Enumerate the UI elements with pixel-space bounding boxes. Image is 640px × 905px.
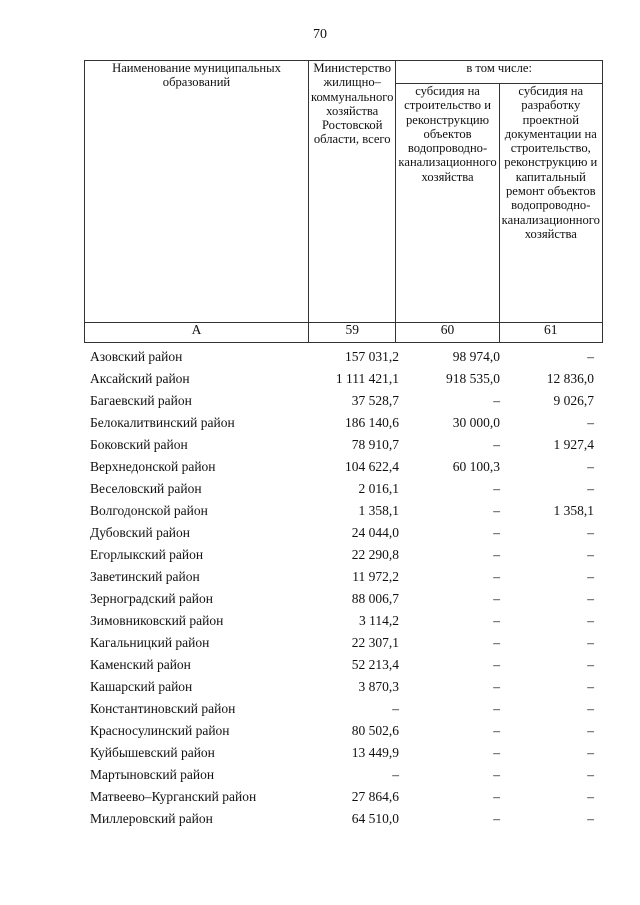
index-60: 60	[396, 323, 499, 343]
table-row	[84, 390, 600, 412]
value-60: –	[493, 701, 500, 716]
municipality-name: Заветинский район	[90, 569, 200, 584]
value-59: 27 864,6	[351, 789, 399, 804]
value-60: –	[493, 723, 500, 738]
value-61: –	[587, 789, 594, 804]
value-59: 22 290,8	[351, 547, 399, 562]
table-row	[84, 632, 600, 654]
table-row	[84, 610, 600, 632]
value-59: 80 502,6	[351, 723, 399, 738]
table-row	[84, 434, 600, 456]
municipality-name: Кашарский район	[90, 679, 193, 694]
table-row	[84, 500, 600, 522]
value-59: 37 528,7	[351, 393, 399, 408]
value-61: –	[587, 569, 594, 584]
value-60: –	[493, 481, 500, 496]
header-total-column: Министерство жилищно–коммунального хозяйства Ростовской области, всего	[309, 61, 396, 323]
table-row	[84, 676, 600, 698]
value-61: –	[587, 701, 594, 716]
value-60: –	[493, 591, 500, 606]
value-60: –	[493, 789, 500, 804]
table-row	[84, 588, 600, 610]
table-row	[84, 544, 600, 566]
value-59: 88 006,7	[351, 591, 399, 606]
table-body	[84, 346, 600, 830]
value-60: –	[493, 679, 500, 694]
value-60: –	[493, 525, 500, 540]
value-60: –	[493, 503, 500, 518]
value-61: 1 358,1	[553, 503, 594, 518]
value-59: 1 111 421,1	[335, 371, 399, 386]
value-61: 1 927,4	[553, 437, 594, 452]
table-row	[84, 654, 600, 676]
municipality-name: Миллеровский район	[90, 811, 213, 826]
value-61: –	[587, 657, 594, 672]
value-60: –	[493, 635, 500, 650]
table-row	[84, 522, 600, 544]
table-row	[84, 368, 600, 390]
municipality-name: Матвеево–Курганский район	[90, 789, 257, 804]
value-59: 104 622,4	[345, 459, 399, 474]
municipality-name: Веселовский район	[90, 481, 202, 496]
table-row	[84, 786, 600, 808]
value-61: 9 026,7	[553, 393, 594, 408]
header-column-60: субсидия на строительство и реконструкцию объектов водопроводно-канализационного хозяйства	[396, 84, 499, 323]
value-60: 918 535,0	[446, 371, 500, 386]
value-60: –	[493, 767, 500, 782]
value-59: 186 140,6	[345, 415, 399, 430]
header-name-column: Наименование муниципальных образований	[85, 61, 309, 323]
page-number: 70	[313, 27, 327, 42]
value-60: –	[493, 811, 500, 826]
value-59: 3 114,2	[359, 613, 399, 628]
table-row	[84, 808, 600, 830]
value-61: –	[587, 767, 594, 782]
value-60: 98 974,0	[452, 349, 500, 364]
value-60: –	[493, 569, 500, 584]
value-59: –	[392, 701, 399, 716]
value-61: –	[587, 525, 594, 540]
value-59: 3 870,3	[358, 679, 399, 694]
value-61: –	[587, 591, 594, 606]
value-61: –	[587, 679, 594, 694]
value-60: 30 000,0	[452, 415, 500, 430]
municipality-name: Белокалитвинский район	[90, 415, 235, 430]
municipality-name: Константиновский район	[90, 701, 236, 716]
value-61: –	[587, 481, 594, 496]
value-59: 11 972,2	[352, 569, 399, 584]
municipality-name: Мартыновский район	[90, 767, 215, 782]
value-61: –	[587, 349, 594, 364]
value-59: 78 910,7	[351, 437, 399, 452]
table-row	[84, 346, 600, 368]
value-61: –	[587, 613, 594, 628]
municipality-name: Зерноградский район	[90, 591, 213, 606]
municipality-name: Куйбышевский район	[90, 745, 215, 760]
value-59: 64 510,0	[351, 811, 399, 826]
table-header	[84, 60, 603, 343]
header-column-61: субсидия на разработку проектной документации на строительство, реконструкцию и капитальный ремонт объектов водопроводно-канализационного хозяйства	[499, 84, 602, 323]
value-60: –	[493, 613, 500, 628]
index-61: 61	[499, 323, 602, 343]
value-61: –	[587, 745, 594, 760]
table-row	[84, 764, 600, 786]
municipality-name: Каменский район	[90, 657, 191, 672]
value-59: –	[392, 767, 399, 782]
municipality-name: Багаевский район	[90, 393, 192, 408]
value-60: –	[493, 657, 500, 672]
value-61: 12 836,0	[546, 371, 594, 386]
value-59: 13 449,9	[351, 745, 399, 760]
value-60: 60 100,3	[452, 459, 500, 474]
value-59: 2 016,1	[358, 481, 399, 496]
table-row	[84, 456, 600, 478]
municipality-name: Дубовский район	[90, 525, 191, 540]
value-60: –	[493, 437, 500, 452]
header-group-label: в том числе:	[396, 61, 602, 84]
table-row	[84, 698, 600, 720]
municipality-name: Зимовниковский район	[90, 613, 224, 628]
municipality-name: Красносулинский район	[90, 723, 230, 738]
value-61: –	[587, 811, 594, 826]
value-59: 22 307,1	[351, 635, 399, 650]
value-60: –	[493, 393, 500, 408]
value-61: –	[587, 459, 594, 474]
value-61: –	[587, 415, 594, 430]
value-61: –	[587, 635, 594, 650]
municipality-name: Верхнедонской район	[90, 459, 216, 474]
value-59: 157 031,2	[345, 349, 399, 364]
table-row	[84, 478, 600, 500]
value-60: –	[493, 745, 500, 760]
municipality-name: Боковский район	[90, 437, 188, 452]
index-59: 59	[309, 323, 396, 343]
table-row	[84, 566, 600, 588]
value-59: 1 358,1	[358, 503, 399, 518]
municipality-name: Аксайский район	[90, 371, 190, 386]
table-row	[84, 412, 600, 434]
municipality-name: Азовский район	[90, 349, 183, 364]
table-row	[84, 742, 600, 764]
value-60: –	[493, 547, 500, 562]
municipality-name: Кагальницкий район	[90, 635, 210, 650]
value-61: –	[587, 723, 594, 738]
index-a: А	[85, 323, 309, 343]
value-61: –	[587, 547, 594, 562]
municipality-name: Егорлыкский район	[90, 547, 204, 562]
municipality-name: Волгодонской район	[90, 503, 208, 518]
table-row	[84, 720, 600, 742]
value-59: 52 213,4	[351, 657, 399, 672]
value-59: 24 044,0	[351, 525, 399, 540]
